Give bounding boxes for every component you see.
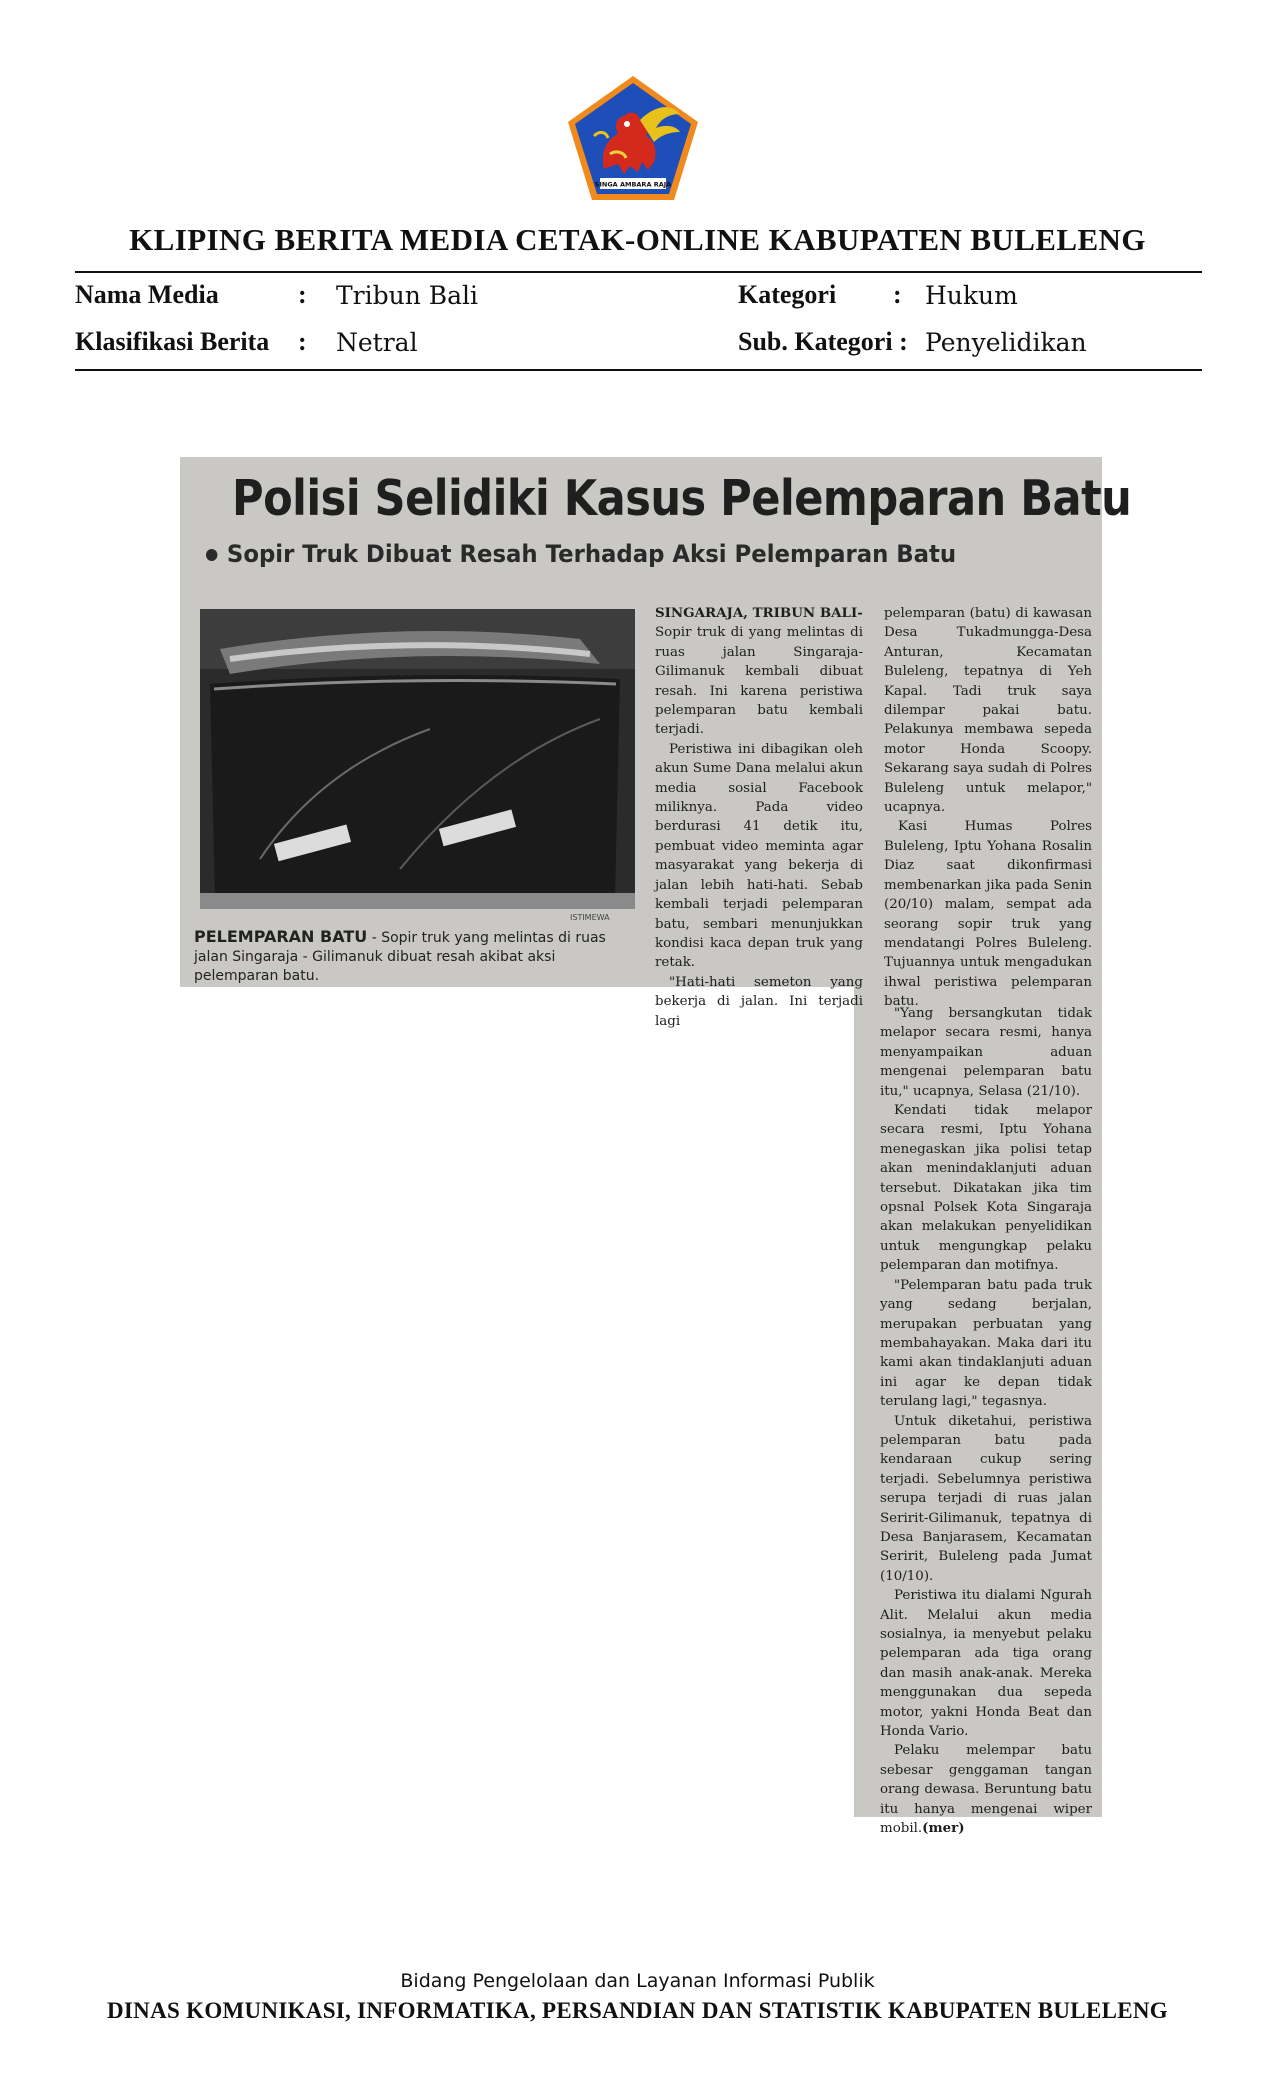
subkategori-label: Sub. Kategori :: [738, 327, 908, 356]
media-value: Tribun Bali: [336, 281, 479, 310]
article-subheadline: [206, 540, 956, 568]
bullet-icon: [206, 549, 217, 561]
header-divider-bottom: [75, 369, 1202, 371]
photo-credit: ISTIMEWA: [570, 913, 610, 922]
subheadline-text: Sopir Truk Dibuat Resah Terhadap Aksi Pelemparan Batu: [226, 540, 957, 568]
klasifikasi-colon: :: [298, 327, 307, 356]
col3-paragraph-5: Peristiwa itu dialami Ngurah Alit. Melalui akun media sosialnya, ia menyebut pelaku pelemparan ada tiga orang dan masih anak-anak. Mereka menggunakan dua sepeda motor, yakni Honda Beat dan Honda Vario.: [880, 1588, 1092, 1740]
col3-paragraph-6: Pelaku melempar batu sebesar genggaman tangan orang dewasa. Beruntung batu itu hanya mengenai wiper mobil.: [880, 1743, 1092, 1837]
logo-motto: SINGA AMBARA RAJA: [594, 180, 672, 189]
article-column-3: [880, 1004, 1092, 1838]
klasifikasi-value: Netral: [336, 328, 418, 357]
caption-title: PELEMPARAN BATU: [194, 927, 368, 946]
col1-paragraph-1: Sopir truk di yang melintas di ruas jalan Singaraja-Gilimanuk kembali dibuat resah. Ini karena peristiwa pelemparan batu kembali terjadi.: [655, 625, 863, 738]
subkategori-value: Penyelidikan: [925, 328, 1087, 357]
article-dateline: SINGARAJA, TRIBUN BALI-: [655, 605, 863, 621]
col2-paragraph-1: pelemparan (batu) di kawasan Desa Tukadmungga-Desa Anturan, Kecamatan Buleleng, tepatnya di Yeh Kapal. Tadi truk saya dilempar pakai batu. Pelakunya membawa sepeda motor Honda Scoopy. Sekarang saya sudah di Polres Buleleng untuk melapor," ucapnya.: [884, 606, 1092, 816]
media-colon: :: [298, 280, 307, 309]
document-title: KLIPING BERITA MEDIA CETAK-ONLINE KABUPATEN BULELENG: [129, 222, 1146, 257]
col1-paragraph-2: Peristiwa ini dibagikan oleh akun Sume Dana melalui akun media sosial Facebook miliknya. Pada video berdurasi 41 detik itu, pembuat video meminta agar masyarakat yang bekerja di jalan lebih hati-hati. Sebab kembali terjadi pelemparan batu, sembari menunjukkan kondisi kaca depan truk yang retak.: [655, 741, 863, 971]
article-column-1: [655, 604, 863, 1031]
klasifikasi-label: Klasifikasi Berita: [75, 327, 270, 356]
truck-windshield-photo: [200, 609, 635, 909]
col1-paragraph-3: "Hati-hati semeton yang bekerja di jalan. Ini terjadi lagi: [655, 974, 863, 1029]
caption-text: - Sopir truk yang melintas di ruas jalan Singaraja - Gilimanuk dibuat resah akibat aksi pelemparan batu.: [194, 930, 606, 984]
article-headline: Polisi Selidiki Kasus Pelemparan Batu: [232, 470, 1132, 527]
photo-caption: [194, 927, 644, 986]
col2-paragraph-2: Kasi Humas Polres Buleleng, Iptu Yohana Rosalin Diaz saat dikonfirmasi membenarkan jika pada Senin (20/10) malam, sempat ada seorang sopir truk yang mendatangi Polres Buleleng. Tujuannya untuk mengadukan ihwal peristiwa pelemparan batu.: [884, 819, 1092, 1010]
header-divider-top: [75, 271, 1202, 273]
col3-paragraph-4: Untuk diketahui, peristiwa pelemparan batu pada kendaraan cukup sering terjadi. Sebelumnya peristiwa serupa terjadi di ruas jalan Seririt-Gilimanuk, tepatnya di Desa Banjarasem, Kecamatan Seririt, Buleleng pada Jumat (10/10).: [880, 1413, 1092, 1584]
col3-paragraph-3: "Pelemparan batu pada truk yang sedang berjalan, merupakan perbuatan yang membahayakan. Maka dari itu kami akan tindaklanjuti aduan ini agar ke depan tidak terulang lagi," tegasnya.: [880, 1277, 1092, 1410]
footer-agency: DINAS KOMUNIKASI, INFORMATIKA, PERSANDIAN DAN STATISTIK KABUPATEN BULELENG: [107, 1998, 1168, 2023]
col3-paragraph-2: Kendati tidak melapor secara resmi, Iptu Yohana menegaskan jika polisi tetap akan menindaklanjuti aduan tersebut. Dikatakan jika tim opsnal Polsek Kota Singaraja akan melakukan penyelidikan untuk mengungkap pelaku pelemparan dan motifnya.: [880, 1103, 1092, 1274]
singa-ambara-raja-emblem-icon: [564, 74, 702, 202]
kategori-label: Kategori: [738, 280, 837, 309]
media-label: Nama Media: [75, 280, 219, 309]
article-column-2: [884, 604, 1092, 1012]
article-signature: (mer): [922, 1820, 965, 1837]
col3-paragraph-1: "Yang bersangkutan tidak melapor secara resmi, hanya menyampaikan aduan mengenai pelemparan batu itu," ucapnya, Selasa (21/10).: [880, 1006, 1092, 1099]
kategori-colon: :: [893, 280, 902, 309]
footer-division: Bidang Pengelolaan dan Layanan Informasi Publik: [400, 1970, 875, 1992]
kategori-value: Hukum: [925, 281, 1018, 310]
